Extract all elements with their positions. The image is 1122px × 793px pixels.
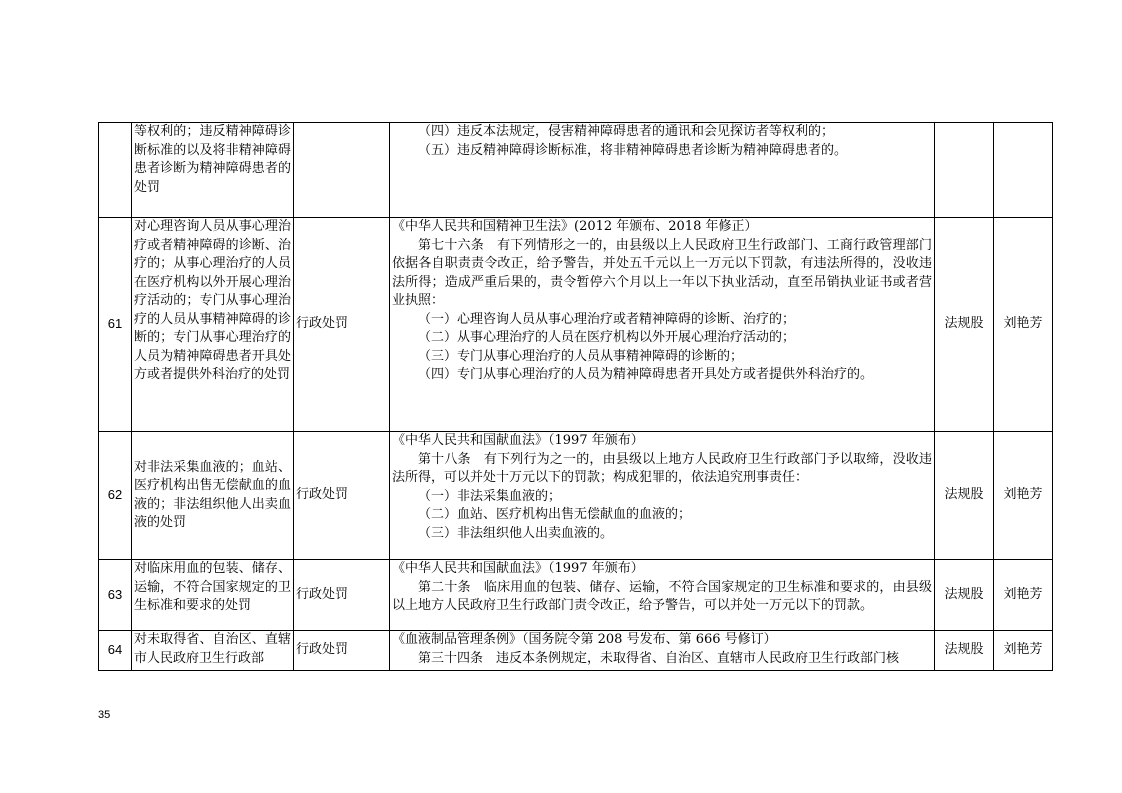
table-row — [99, 432, 1053, 560]
matter-cell: 等权利的；违反精神障碍诊断标准的以及将非精神障碍患者诊断为精神障碍患者的处罚 — [132, 123, 294, 218]
person-cell — [994, 123, 1053, 218]
basis-item: （二）血站、医疗机构出售无偿献血的血液的； — [418, 507, 692, 522]
matter-cell: 对临床用血的包装、储存、运输，不符合国家规定的卫生标准和要求的处罚 — [132, 560, 294, 631]
basis-title: 《中华人民共和国精神卫生法》(2012 年颁布、2018 年修正） — [392, 219, 758, 234]
basis-paragraph: 第二十条 临床用血的包装、储存、运输，不符合国家规定的卫生标准和要求的，由县级以上地方人民政府卫生行政部门责令改正，给予警告，可以并处一万元以下的罚款。 — [392, 579, 932, 613]
type-cell: 行政处罚 — [294, 560, 390, 631]
basis-item: （三）专门从事心理治疗的人员从事精神障碍的诊断的； — [418, 348, 744, 364]
basis-paragraph: 第三十四条 违反本条例规定，未取得省、自治区、直辖市人民政府卫生行政部门核 — [418, 650, 900, 666]
basis-cell — [390, 218, 935, 432]
basis-item: （二）从事心理治疗的人员在医疗机构以外开展心理治疗活动的； — [418, 330, 796, 345]
basis-cell — [390, 432, 935, 560]
matter-cell: 对心理咨询人员从事心理治疗或者精神障碍的诊断、治疗的；从事心理治疗的人员在医疗机构以外开展心理治疗活动的；专门从事心理治疗的人员从事精神障碍的诊断的；专门从事心理治疗的人员为精神障碍患者开具处方或者提供外科治疗的处罚 — [132, 218, 294, 432]
person-cell: 刘艳芳 — [994, 432, 1053, 560]
row-number — [99, 123, 132, 218]
basis-title: 《中华人民共和国献血法》（1997 年颁布） — [392, 433, 644, 448]
basis-item: （四）违反本法规定，侵害精神障碍患者的通讯和会见探访者等权利的； — [418, 124, 835, 139]
basis-cell — [390, 631, 935, 671]
person-cell: 刘艳芳 — [994, 560, 1053, 631]
type-cell: 行政处罚 — [294, 631, 390, 671]
page-number: 35 — [98, 709, 111, 721]
basis-item: （一）心理咨询人员从事心理治疗或者精神障碍的诊断、治疗的； — [418, 311, 796, 327]
basis-paragraph: 第七十六条 有下列情形之一的，由县级以上人民政府卫生行政部门、工商行政管理部门依据各自职责责令改正，给予警告，并处五千元以上一万元以下罚款，有违法所得的，没收违法所得；造成严重后果的，责令暂停六个月以上一年以下执业活动，直至吊销执业证书或者营业执照： — [392, 237, 932, 308]
dept-cell: 法规股 — [935, 218, 994, 432]
row-number: 64 — [99, 631, 132, 671]
dept-cell: 法规股 — [935, 631, 994, 671]
matter-cell: 对非法采集血液的；血站、医疗机构出售无偿献血的血液的；非法组织他人出卖血液的处罚 — [132, 432, 294, 560]
table-row — [99, 123, 1053, 218]
dept-cell: 法规股 — [935, 432, 994, 560]
table-row — [99, 631, 1053, 671]
type-cell: 行政处罚 — [294, 432, 390, 560]
basis-title: 《中华人民共和国献血法》（1997 年颁布） — [392, 561, 644, 576]
dept-cell: 法规股 — [935, 560, 994, 631]
type-cell — [294, 123, 390, 218]
basis-item: （五）违反精神障碍诊断标准，将非精神障碍患者诊断为精神障碍患者的。 — [418, 142, 848, 158]
basis-item: （一）非法采集血液的； — [418, 488, 562, 504]
type-cell: 行政处罚 — [294, 218, 390, 432]
table-row — [99, 218, 1053, 432]
person-cell: 刘艳芳 — [994, 218, 1053, 432]
penalty-table — [98, 122, 1053, 671]
basis-cell — [390, 560, 935, 631]
row-number: 61 — [99, 218, 132, 432]
row-number: 63 — [99, 560, 132, 631]
basis-cell — [390, 123, 935, 218]
dept-cell — [935, 123, 994, 218]
matter-cell: 对未取得省、自治区、直辖市人民政府卫生行政部 — [132, 631, 294, 671]
basis-item: （三）非法组织他人出卖血液的。 — [418, 525, 614, 541]
row-number: 62 — [99, 432, 132, 560]
basis-paragraph: 第十八条 有下列行为之一的，由县级以上地方人民政府卫生行政部门予以取缔，没收违法所得，可以并处十万元以下的罚款；构成犯罪的，依法追究刑事责任： — [392, 451, 932, 485]
basis-item: （四）专门从事心理治疗的人员为精神障碍患者开具处方或者提供外科治疗的。 — [418, 367, 874, 382]
table-row — [99, 560, 1053, 631]
basis-title: 《血液制品管理条例》（国务院令第 208 号发布、第 666 号修订） — [392, 632, 777, 647]
person-cell: 刘艳芳 — [994, 631, 1053, 671]
